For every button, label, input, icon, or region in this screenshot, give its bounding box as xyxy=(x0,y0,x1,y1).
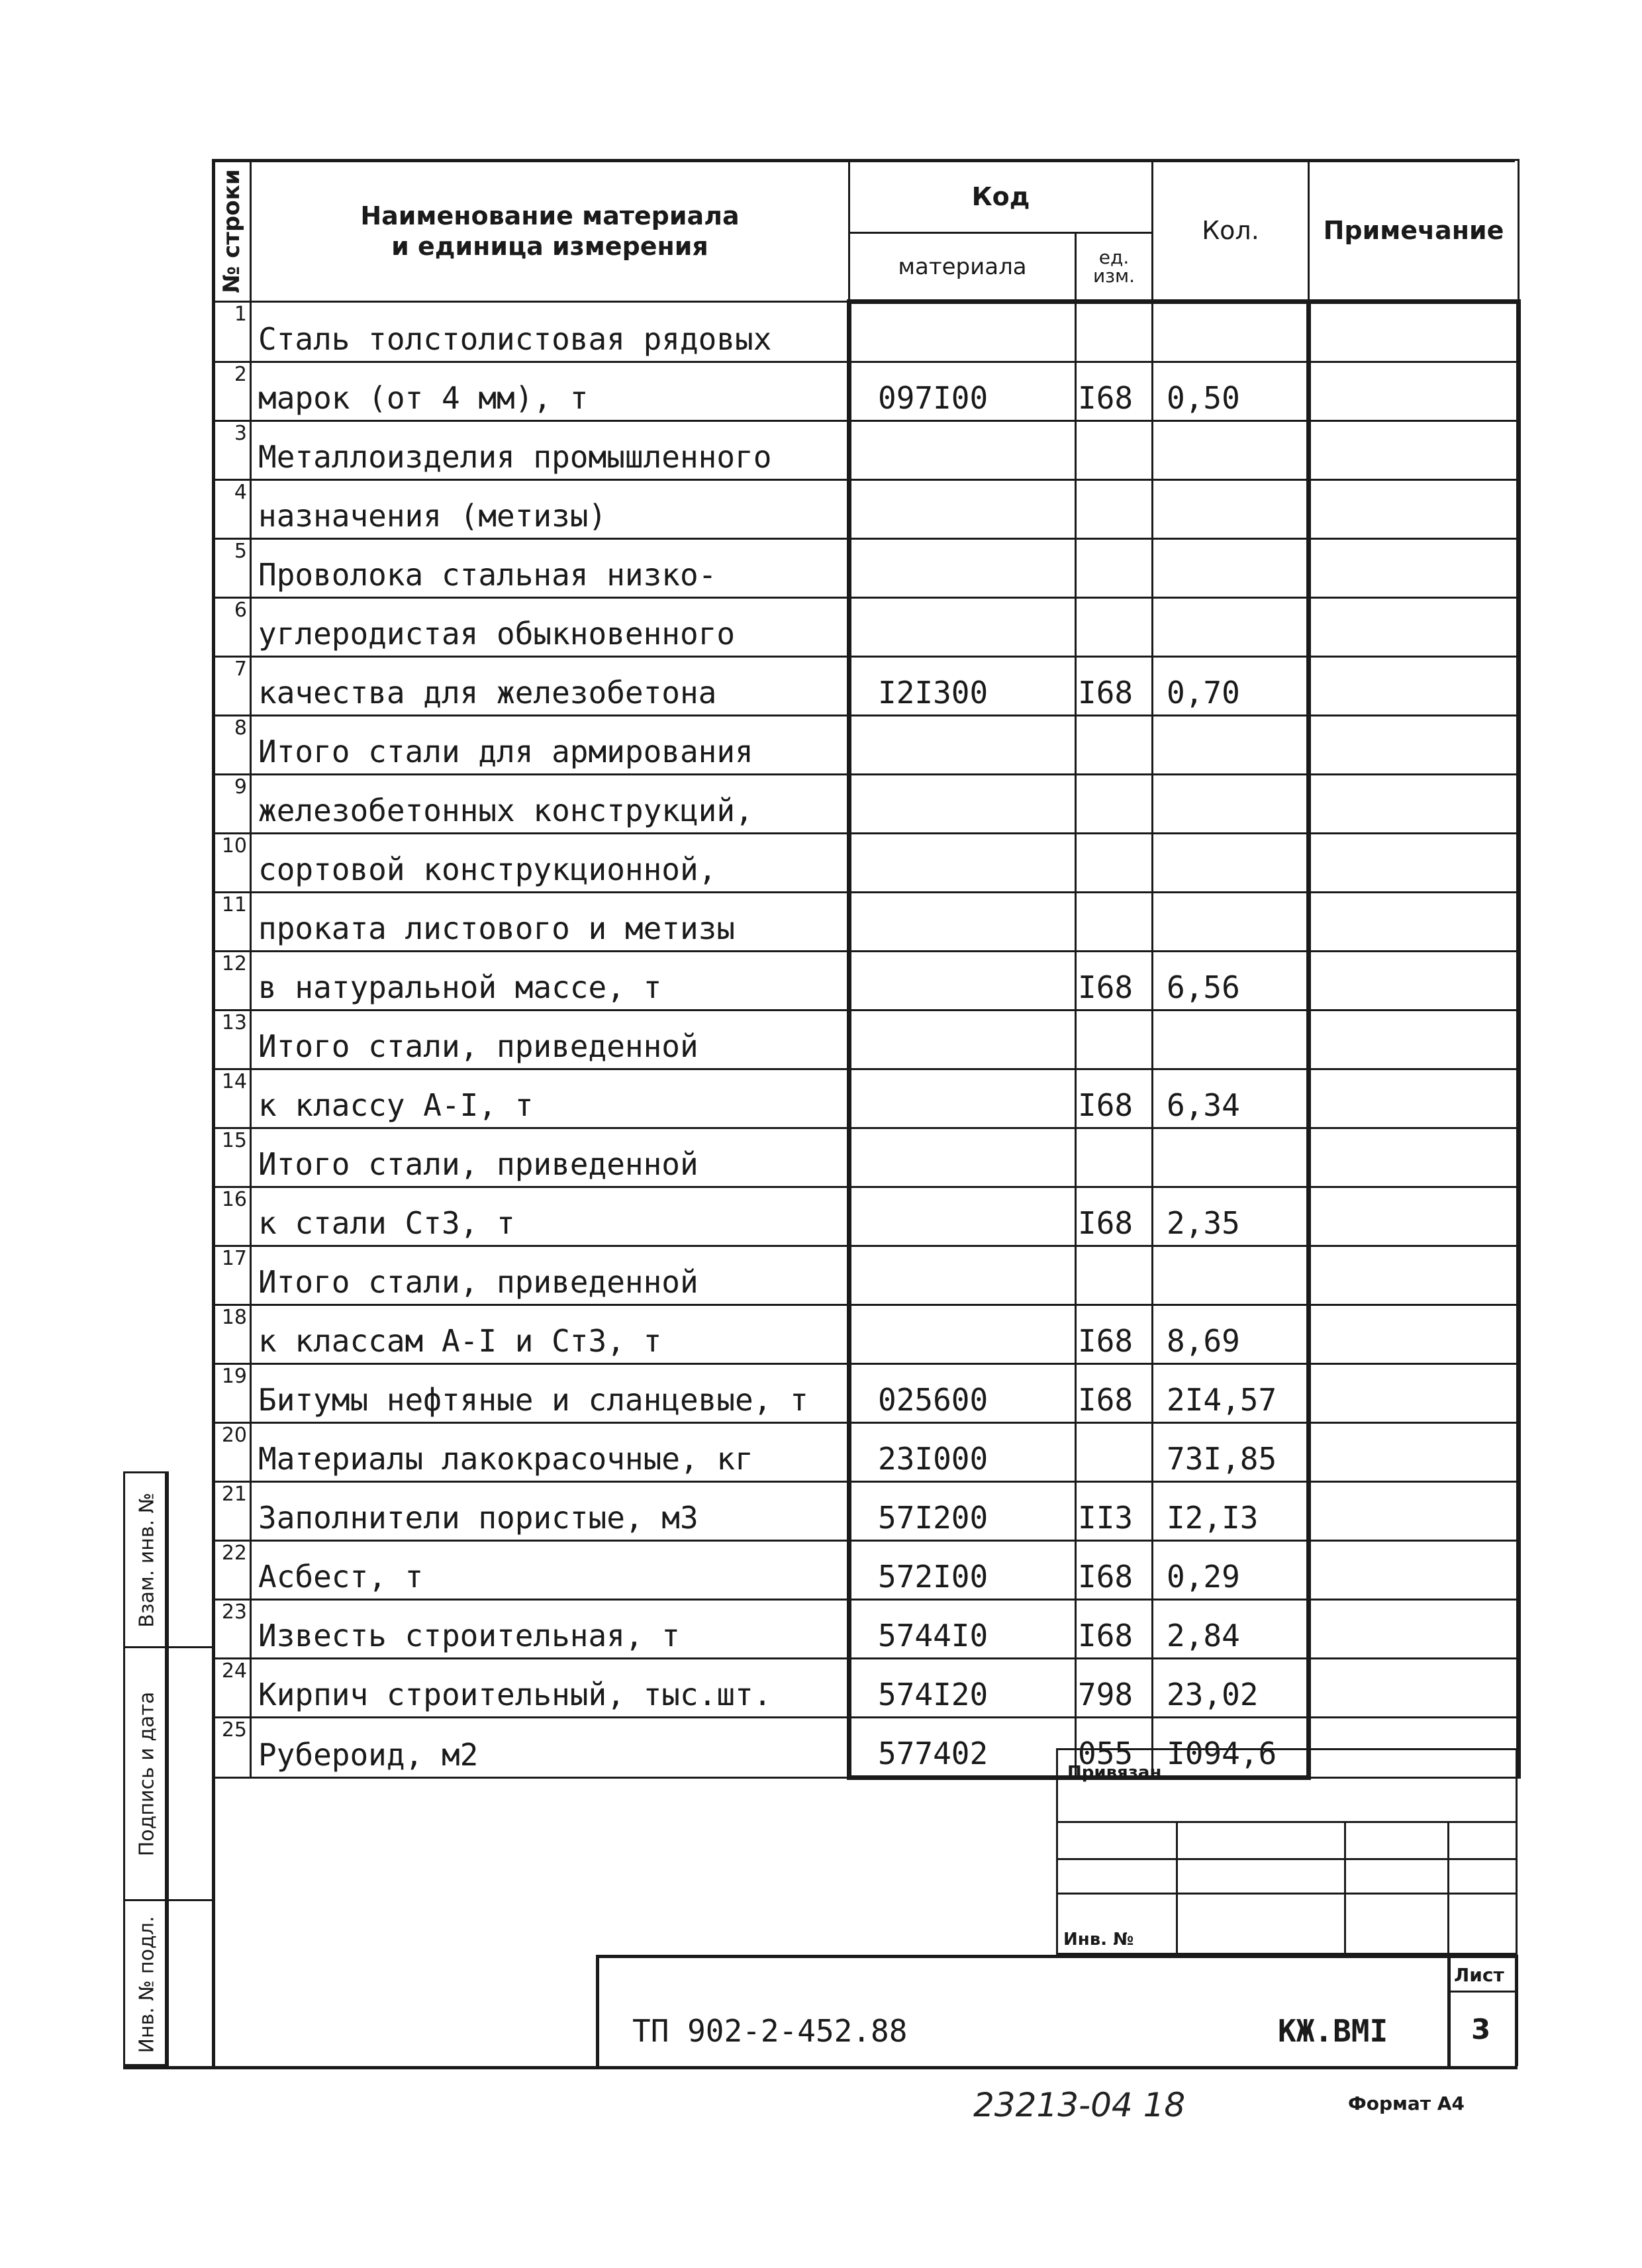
table-row xyxy=(213,1482,1519,1541)
material-name-cell: Сталь толстолистовая рядовых xyxy=(251,302,849,362)
sheet-label: Лист xyxy=(1454,1964,1504,1986)
quantity-cell xyxy=(1153,834,1309,893)
table-row xyxy=(213,1364,1519,1423)
row-number-cell: 24 xyxy=(213,1659,251,1718)
materials-table xyxy=(212,159,1521,1780)
quantity-cell: I2,I3 xyxy=(1153,1482,1309,1541)
quantity-cell: 6,34 xyxy=(1153,1069,1309,1128)
table-row xyxy=(213,480,1519,539)
quantity-cell xyxy=(1153,302,1309,362)
material-code-cell xyxy=(849,1187,1076,1246)
privyazan-label: Привязан xyxy=(1067,1763,1162,1783)
unit-code-cell xyxy=(1076,421,1153,480)
note-cell xyxy=(1309,1482,1519,1541)
table-row xyxy=(213,952,1519,1011)
inv-no-label: Инв. № xyxy=(1063,1930,1134,1949)
material-name-cell: назначения (метизы) xyxy=(251,480,849,539)
unit-code-cell: I68 xyxy=(1076,657,1153,716)
quantity-cell xyxy=(1153,775,1309,834)
material-code-cell xyxy=(849,716,1076,775)
table-row xyxy=(213,539,1519,598)
material-code-cell: 5744I0 xyxy=(849,1600,1076,1659)
row-number-cell: 20 xyxy=(213,1423,251,1482)
note-cell xyxy=(1309,1246,1519,1305)
note-cell xyxy=(1309,1423,1519,1482)
unit-code-cell: I68 xyxy=(1076,1364,1153,1423)
unit-code-header: ед. изм. xyxy=(1076,233,1153,302)
name-header: Наименование материала и единица измерения xyxy=(251,160,849,302)
stamp-vzam-inv: Взам. инв. № xyxy=(125,1473,169,1648)
unit-code-cell: II3 xyxy=(1076,1482,1153,1541)
quantity-cell: 2I4,57 xyxy=(1153,1364,1309,1423)
note-cell xyxy=(1309,893,1519,952)
material-code-cell xyxy=(849,539,1076,598)
quantity-cell: 8,69 xyxy=(1153,1305,1309,1364)
material-name-cell: Итого стали, приведенной xyxy=(251,1128,849,1187)
row-number-cell: 7 xyxy=(213,657,251,716)
material-code-cell: 025600 xyxy=(849,1364,1076,1423)
bottom-border xyxy=(123,2066,1518,2069)
row-number-cell: 13 xyxy=(213,1011,251,1069)
row-number-cell: 3 xyxy=(213,421,251,480)
row-number-cell: 5 xyxy=(213,539,251,598)
row-number-cell: 15 xyxy=(213,1128,251,1187)
unit-code-cell: I68 xyxy=(1076,362,1153,421)
row-number-cell: 18 xyxy=(213,1305,251,1364)
document-mark: КЖ.ВМI xyxy=(1278,2013,1388,2049)
quantity-cell xyxy=(1153,1128,1309,1187)
note-cell xyxy=(1309,834,1519,893)
material-name-cell: к классам А-I и Ст3, т xyxy=(251,1305,849,1364)
table-row xyxy=(213,1659,1519,1718)
quantity-cell: 0,70 xyxy=(1153,657,1309,716)
quantity-cell: 0,29 xyxy=(1153,1541,1309,1600)
quantity-cell: 0,50 xyxy=(1153,362,1309,421)
table-row xyxy=(213,716,1519,775)
sheet-divider xyxy=(1447,1991,1518,1993)
unit-code-cell: I68 xyxy=(1076,1187,1153,1246)
material-name-cell: Металлоизделия промышленного xyxy=(251,421,849,480)
row-number-cell: 9 xyxy=(213,775,251,834)
note-cell xyxy=(1309,1011,1519,1069)
stamp-divider xyxy=(167,1646,212,1648)
stamp-divider xyxy=(167,1899,212,1901)
table-row xyxy=(213,1423,1519,1482)
material-name-cell: в натуральной массе, т xyxy=(251,952,849,1011)
quantity-cell: I094,6 xyxy=(1153,1718,1309,1778)
material-code-cell: 574I20 xyxy=(849,1659,1076,1718)
material-name-cell: марок (от 4 мм), т xyxy=(251,362,849,421)
material-code-cell: I2I300 xyxy=(849,657,1076,716)
unit-code-cell xyxy=(1076,893,1153,952)
quantity-cell: 2,84 xyxy=(1153,1600,1309,1659)
row-number-cell: 12 xyxy=(213,952,251,1011)
row-number-header: № строки xyxy=(213,160,251,302)
unit-code-cell xyxy=(1076,775,1153,834)
table-row xyxy=(213,1246,1519,1305)
quantity-cell xyxy=(1153,716,1309,775)
binding-line xyxy=(1344,1821,1346,1955)
table-row xyxy=(213,657,1519,716)
document-code: ТП 902-2-452.88 xyxy=(632,2013,908,2049)
note-cell xyxy=(1309,421,1519,480)
material-name-cell: Материалы лакокрасочные, кг xyxy=(251,1423,849,1482)
material-name-cell: Итого стали, приведенной xyxy=(251,1011,849,1069)
stamp-signature-date: Подпись и дата xyxy=(125,1648,169,1901)
unit-code-cell xyxy=(1076,716,1153,775)
row-number-cell: 17 xyxy=(213,1246,251,1305)
unit-code-cell xyxy=(1076,1011,1153,1069)
material-name-cell: Заполнители пористые, м3 xyxy=(251,1482,849,1541)
approval-stamp xyxy=(123,1471,167,2066)
table-row xyxy=(213,1069,1519,1128)
material-code-cell xyxy=(849,834,1076,893)
note-cell xyxy=(1309,1305,1519,1364)
table-row xyxy=(213,362,1519,421)
binding-line xyxy=(1176,1821,1178,1955)
quantity-cell: 23,02 xyxy=(1153,1659,1309,1718)
row-number-cell: 10 xyxy=(213,834,251,893)
note-cell xyxy=(1309,657,1519,716)
material-name-cell: качества для железобетона xyxy=(251,657,849,716)
row-number-cell: 2 xyxy=(213,362,251,421)
material-name-cell: к стали Ст3, т xyxy=(251,1187,849,1246)
quantity-cell: 2,35 xyxy=(1153,1187,1309,1246)
note-cell xyxy=(1309,775,1519,834)
table-row xyxy=(213,421,1519,480)
row-number-cell: 16 xyxy=(213,1187,251,1246)
row-number-cell: 22 xyxy=(213,1541,251,1600)
stamp-inv-podl: Инв. № подл. xyxy=(135,1916,159,2053)
sheet-divider xyxy=(1447,1955,1451,2066)
unit-code-cell xyxy=(1076,1423,1153,1482)
row-number-cell: 1 xyxy=(213,302,251,362)
table-row xyxy=(213,893,1519,952)
note-cell xyxy=(1309,952,1519,1011)
quantity-cell xyxy=(1153,1246,1309,1305)
quantity-cell xyxy=(1153,893,1309,952)
material-code-cell: 577402 xyxy=(849,1718,1076,1778)
note-cell xyxy=(1309,539,1519,598)
material-code-cell xyxy=(849,1305,1076,1364)
unit-code-cell xyxy=(1076,598,1153,657)
quantity-cell xyxy=(1153,421,1309,480)
binding-line xyxy=(1447,1821,1449,1955)
quantity-cell: 6,56 xyxy=(1153,952,1309,1011)
quantity-cell xyxy=(1153,1011,1309,1069)
material-name-cell: углеродистая обыкновенного xyxy=(251,598,849,657)
material-name-cell: Итого стали, приведенной xyxy=(251,1246,849,1305)
material-code-cell xyxy=(849,598,1076,657)
sheet-divider xyxy=(1515,1955,1518,2066)
table-row xyxy=(213,1600,1519,1659)
unit-code-cell xyxy=(1076,1128,1153,1187)
handwritten-number: 23213-04 18 xyxy=(973,2086,1186,2124)
unit-code-cell xyxy=(1076,1246,1153,1305)
stamp-divider xyxy=(167,1471,169,2066)
note-cell xyxy=(1309,1128,1519,1187)
material-name-cell: проката листового и метизы xyxy=(251,893,849,952)
note-cell xyxy=(1309,1659,1519,1718)
material-code-cell: 097I00 xyxy=(849,362,1076,421)
material-name-cell: сортовой конструкционной, xyxy=(251,834,849,893)
material-code-cell xyxy=(849,775,1076,834)
row-number-cell: 21 xyxy=(213,1482,251,1541)
material-code-cell xyxy=(849,893,1076,952)
note-header: Примечание xyxy=(1309,160,1519,302)
table-body xyxy=(213,302,1519,1778)
row-number-cell: 23 xyxy=(213,1600,251,1659)
material-name-cell: Известь строительная, т xyxy=(251,1600,849,1659)
material-code-cell xyxy=(849,1069,1076,1128)
note-cell xyxy=(1309,1069,1519,1128)
note-cell xyxy=(1309,716,1519,775)
material-name-cell: Проволока стальная низко- xyxy=(251,539,849,598)
note-cell xyxy=(1309,1541,1519,1600)
unit-code-cell: I68 xyxy=(1076,1305,1153,1364)
table-row xyxy=(213,1541,1519,1600)
material-code-cell xyxy=(849,1128,1076,1187)
unit-code-cell: 798 xyxy=(1076,1659,1153,1718)
row-number-cell: 25 xyxy=(213,1718,251,1778)
unit-code-cell xyxy=(1076,480,1153,539)
note-cell xyxy=(1309,1187,1519,1246)
material-code-header: материала xyxy=(849,233,1076,302)
material-code-cell xyxy=(849,302,1076,362)
material-name-cell: Итого стали для армирования xyxy=(251,716,849,775)
table-row xyxy=(213,834,1519,893)
unit-code-cell: I68 xyxy=(1076,952,1153,1011)
material-code-cell xyxy=(849,480,1076,539)
material-name-cell: Битумы нефтяные и сланцевые, т xyxy=(251,1364,849,1423)
row-number-cell: 19 xyxy=(213,1364,251,1423)
material-code-cell: 23I000 xyxy=(849,1423,1076,1482)
material-name-cell: к классу А-I, т xyxy=(251,1069,849,1128)
material-code-cell: 57I200 xyxy=(849,1482,1076,1541)
unit-code-cell: 055 xyxy=(1076,1718,1153,1778)
quantity-cell xyxy=(1153,539,1309,598)
table-row xyxy=(213,302,1519,362)
row-number-cell: 14 xyxy=(213,1069,251,1128)
material-name-cell: Кирпич строительный, тыс.шт. xyxy=(251,1659,849,1718)
unit-code-cell xyxy=(1076,302,1153,362)
note-cell xyxy=(1309,1364,1519,1423)
quantity-cell xyxy=(1153,598,1309,657)
unit-code-cell xyxy=(1076,834,1153,893)
table-row xyxy=(213,1187,1519,1246)
code-header: Код xyxy=(849,160,1153,233)
row-number-cell: 11 xyxy=(213,893,251,952)
note-cell xyxy=(1309,480,1519,539)
material-name-cell: Рубероид, м2 xyxy=(251,1718,849,1778)
row-number-cell: 6 xyxy=(213,598,251,657)
unit-code-cell xyxy=(1076,539,1153,598)
material-code-cell xyxy=(849,421,1076,480)
title-block xyxy=(596,1955,1518,2066)
row-number-cell: 4 xyxy=(213,480,251,539)
material-name-cell: Асбест, т xyxy=(251,1541,849,1600)
note-cell xyxy=(1309,1600,1519,1659)
row-number-cell: 8 xyxy=(213,716,251,775)
unit-code-cell: I68 xyxy=(1076,1069,1153,1128)
unit-code-cell: I68 xyxy=(1076,1600,1153,1659)
material-code-cell xyxy=(849,1246,1076,1305)
material-name-cell: железобетонных конструкций, xyxy=(251,775,849,834)
note-cell xyxy=(1309,598,1519,657)
note-cell xyxy=(1309,302,1519,362)
unit-code-cell: I68 xyxy=(1076,1541,1153,1600)
table-row xyxy=(213,598,1519,657)
quantity-cell xyxy=(1153,480,1309,539)
qty-header: Кол. xyxy=(1153,160,1309,302)
sheet-number: 3 xyxy=(1471,2013,1491,2046)
table-row xyxy=(213,1128,1519,1187)
note-cell xyxy=(1309,362,1519,421)
format-label: Формат А4 xyxy=(1348,2093,1465,2114)
material-code-cell: 572I00 xyxy=(849,1541,1076,1600)
table-row xyxy=(213,775,1519,834)
table-row xyxy=(213,1011,1519,1069)
table-row xyxy=(213,1305,1519,1364)
quantity-cell: 73I,85 xyxy=(1153,1423,1309,1482)
material-code-cell xyxy=(849,1011,1076,1069)
material-code-cell xyxy=(849,952,1076,1011)
